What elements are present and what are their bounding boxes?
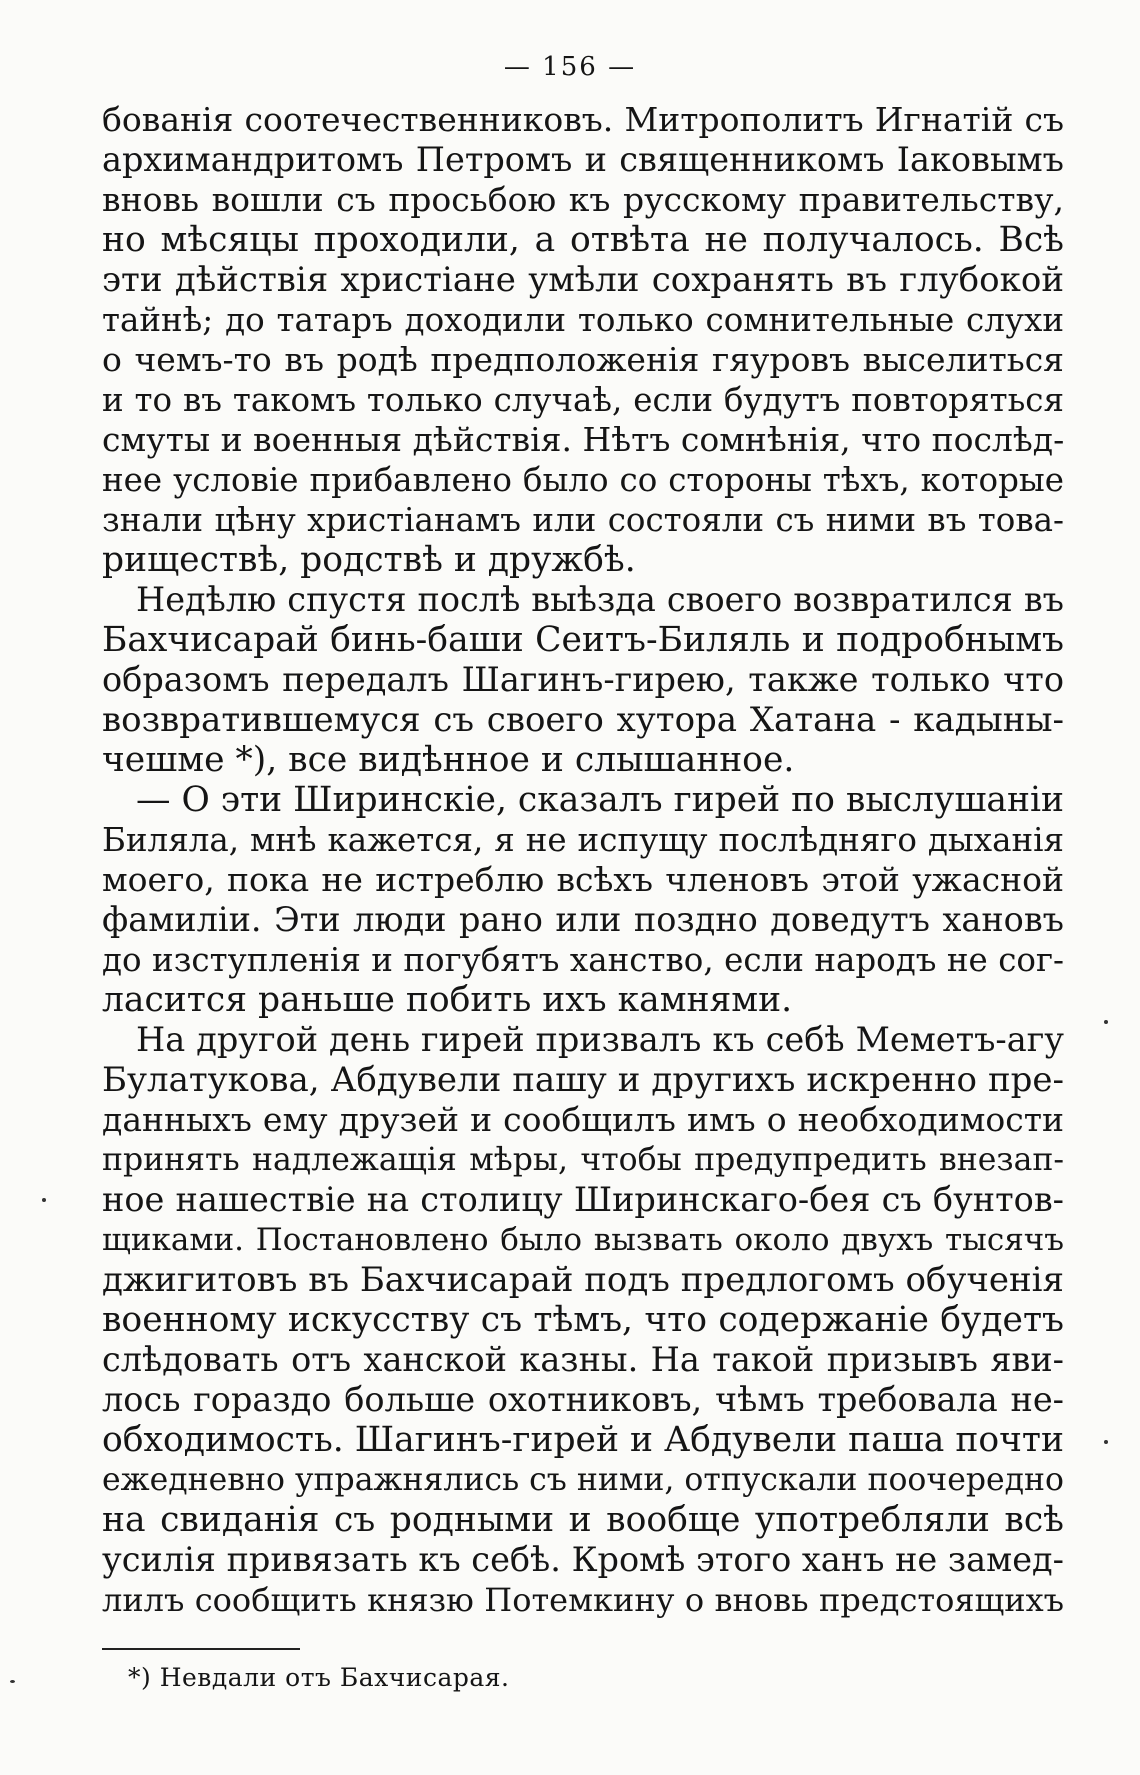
text-line: нее условіе прибавлено было со стороны тѣхъ, которые — [102, 461, 1064, 499]
page-number: — 156 — — [503, 52, 637, 82]
text-line: возвратившемуся съ своего хутора Хатана - кадыны- — [102, 700, 1064, 740]
text-line: принять надлежащія мѣры, чтобы предупредить внезап- — [102, 1142, 1064, 1178]
text-line: — О эти Ширинскіе, сказалъ гирей по выслушаніи — [136, 780, 1064, 820]
print-speck — [42, 1198, 46, 1202]
text-line: и то въ такомъ только случаѣ, если будутъ повторяться — [102, 381, 1064, 419]
text-line: бованія соотечественниковъ. Митрополитъ Игнатій съ — [102, 100, 1064, 139]
text-line: риществѣ, родствѣ и дружбѣ. — [102, 540, 636, 580]
text-line: знали цѣну христіанамъ или состояли съ ними въ това- — [102, 501, 1064, 539]
text-line: лось гораздо больше охотниковъ, чѣмъ требовала не- — [102, 1380, 1064, 1419]
text-line: Бахчисарай бинь-баши Сеитъ-Биляль и подробнымъ — [102, 620, 1064, 660]
text-line: о чемъ-то въ родѣ предположенія гяуровъ выселиться — [102, 340, 1064, 379]
text-line: щиками. Постановлено было вызвать около двухъ тысячъ — [102, 1222, 1064, 1258]
text-line: На другой день гирей призвалъ къ себѣ Меметъ-агу — [136, 1020, 1064, 1059]
text-line: образомъ передалъ Шагинъ-гирею, также только что — [102, 660, 1064, 699]
text-line: усилія привязать къ себѣ. Кромѣ этого ханъ не замед- — [102, 1540, 1064, 1579]
text-line: вновь вошли съ просьбою къ русскому правительству, — [102, 180, 1064, 219]
print-speck — [1104, 1440, 1108, 1444]
text-line: обходимость. Шагинъ-гирей и Абдувели паша почти — [102, 1420, 1064, 1460]
footnote: *) Невдали отъ Бахчисарая. — [128, 1663, 510, 1692]
text-line: но мѣсяцы проходили, а отвѣта не получалось. Всѣ — [102, 220, 1064, 260]
print-speck — [10, 1680, 15, 1683]
text-line: тайнѣ; до татаръ доходили только сомнительные слухи — [102, 301, 1064, 339]
print-speck — [1104, 1020, 1108, 1024]
text-line: ежедневно упражнялись съ ними, отпускали поочередно — [102, 1462, 1064, 1498]
text-line: Недѣлю спустя послѣ выѣзда своего возвратился въ — [136, 580, 1064, 619]
text-line: смуты и военныя дѣйствія. Нѣтъ сомнѣнія, что послѣд- — [102, 420, 1065, 459]
text-line: ласится раньше побить ихъ камнями. — [102, 980, 793, 1020]
text-line: лилъ сообщить князю Потемкину о вновь предстоящихъ — [102, 1581, 1064, 1619]
text-line: слѣдовать отъ ханской казны. На такой призывъ яви- — [102, 1340, 1064, 1379]
text-line: до изступленія и погубятъ ханство, если народъ не сог- — [102, 941, 1064, 979]
text-line: архимандритомъ Петромъ и священникомъ Іаковымъ — [102, 140, 1064, 179]
text-line: на свиданія съ родными и вообще употребляли всѣ — [102, 1500, 1064, 1540]
footnote-rule — [102, 1648, 300, 1650]
text-line: ное нашествіе на столицу Ширинскаго-бея съ бунтов- — [102, 1180, 1064, 1219]
main-text — [102, 100, 1064, 1620]
text-line: военному искусству съ тѣмъ, что содержаніе будетъ — [102, 1300, 1064, 1340]
text-line: джигитовъ въ Бахчисарай подъ предлогомъ обученія — [102, 1260, 1064, 1300]
text-line: Биляла, мнѣ кажется, я не испущу послѣдняго дыханія — [102, 821, 1064, 859]
text-line: эти дѣйствія христіане умѣли сохранять въ глубокой — [102, 260, 1064, 300]
text-line: данныхъ ему друзей и сообщилъ имъ о необходимости — [102, 1100, 1064, 1139]
text-line: фамиліи. Эти люди рано или поздно доведутъ хановъ — [102, 900, 1064, 939]
text-line: Булатукова, Абдувели пашу и другихъ искренно пре- — [102, 1060, 1064, 1100]
text-line: чешме *), все видѣнное и слышанное. — [102, 740, 795, 780]
text-line: моего, пока не истреблю всѣхъ членовъ этой ужасной — [102, 860, 1064, 899]
